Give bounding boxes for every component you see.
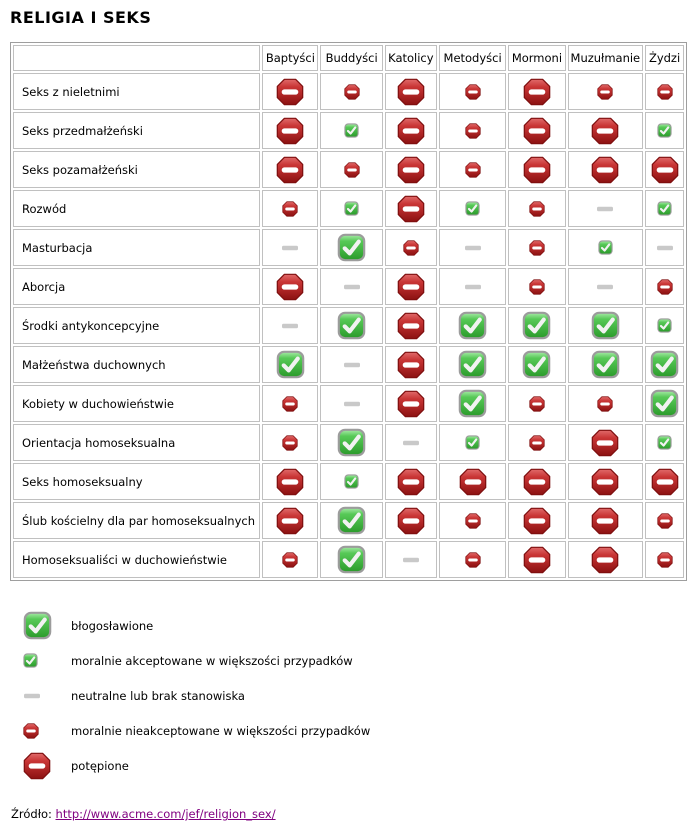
small-red-stop-icon: [657, 279, 673, 295]
table-row: [13, 424, 684, 461]
column-header-buddyści: Buddyści: [320, 45, 382, 71]
stance-cell: [645, 73, 684, 110]
stance-cell: [385, 541, 437, 578]
large-red-stop-icon: [276, 468, 304, 496]
table-row: [13, 268, 684, 305]
legend: [10, 608, 697, 783]
stance-cell: [320, 112, 382, 149]
large-red-stop-icon: [591, 117, 619, 145]
large-red-stop-icon: [651, 468, 679, 496]
large-red-stop-icon: [397, 117, 425, 145]
stance-cell: [568, 346, 644, 383]
legend-item: [23, 678, 697, 713]
small-green-check-icon: [657, 123, 672, 138]
stance-cell: [568, 463, 644, 500]
table-row: [13, 463, 684, 500]
large-green-check-icon: [522, 350, 551, 379]
stance-cell: [508, 151, 565, 188]
stance-cell: [645, 424, 684, 461]
large-red-stop-icon: [397, 507, 425, 535]
large-red-stop-icon: [523, 78, 551, 106]
legend-icon-box: [23, 653, 57, 668]
small-red-stop-icon: [344, 162, 360, 178]
stance-cell: [385, 502, 437, 539]
stance-cell: [439, 502, 506, 539]
large-red-stop-icon: [397, 78, 425, 106]
table-row: [13, 112, 684, 149]
page-title: RELIGIA I SEKS: [10, 8, 152, 27]
stance-cell: [568, 112, 644, 149]
stance-cell: [385, 151, 437, 188]
stance-cell: [568, 190, 644, 227]
stance-cell: [439, 229, 506, 266]
table-body: [13, 73, 684, 578]
large-green-check-icon: [650, 350, 679, 379]
table-row: [13, 346, 684, 383]
large-green-check-icon: [458, 311, 487, 340]
stance-cell: [508, 73, 565, 110]
stance-cell: [439, 385, 506, 422]
small-red-stop-icon: [529, 201, 545, 217]
small-green-check-icon: [344, 123, 359, 138]
small-red-stop-icon: [529, 240, 545, 256]
stance-cell: [320, 541, 382, 578]
small-red-stop-icon: [282, 552, 298, 568]
stance-cell: [320, 502, 382, 539]
stance-cell: [645, 190, 684, 227]
neutral-dash-icon: [596, 284, 614, 290]
neutral-dash-icon: [343, 401, 361, 407]
stance-cell: [262, 463, 318, 500]
small-red-stop-icon: [597, 84, 613, 100]
column-header-metodyści: Metodyści: [439, 45, 506, 71]
stance-cell: [645, 463, 684, 500]
stance-cell: [385, 307, 437, 344]
large-red-stop-icon: [591, 429, 619, 457]
stance-cell: [385, 112, 437, 149]
large-green-check-icon: [591, 311, 620, 340]
stance-cell: [508, 190, 565, 227]
small-red-stop-icon: [465, 123, 481, 139]
stance-cell: [508, 268, 565, 305]
large-green-check-icon: [276, 350, 305, 379]
stance-cell: [645, 346, 684, 383]
small-red-stop-icon: [465, 513, 481, 529]
stance-cell: [320, 151, 382, 188]
stance-cell: [439, 541, 506, 578]
large-red-stop-icon: [591, 546, 619, 574]
row-label: Środki antykoncepcyjne: [13, 307, 260, 344]
small-green-check-icon: [598, 240, 613, 255]
column-header-katolicy: Katolicy: [385, 45, 437, 71]
small-red-stop-icon: [529, 396, 545, 412]
stance-cell: [568, 385, 644, 422]
small-green-check-icon: [465, 435, 480, 450]
stance-cell: [385, 268, 437, 305]
stance-cell: [508, 424, 565, 461]
stance-cell: [320, 268, 382, 305]
stance-cell: [568, 229, 644, 266]
legend-item: [23, 713, 697, 748]
stance-cell: [645, 541, 684, 578]
large-red-stop-icon: [276, 117, 304, 145]
small-red-stop-icon: [597, 396, 613, 412]
small-green-check-icon: [344, 474, 359, 489]
large-red-stop-icon: [397, 390, 425, 418]
small-red-stop-icon: [657, 513, 673, 529]
large-red-stop-icon: [276, 78, 304, 106]
large-green-check-icon: [23, 611, 52, 640]
large-green-check-icon: [458, 350, 487, 379]
large-green-check-icon: [337, 311, 366, 340]
stance-cell: [262, 307, 318, 344]
large-green-check-icon: [522, 311, 551, 340]
stance-cell: [320, 346, 382, 383]
row-label: Aborcja: [13, 268, 260, 305]
table-row: [13, 151, 684, 188]
stance-cell: [320, 229, 382, 266]
stance-cell: [385, 73, 437, 110]
neutral-dash-icon: [464, 284, 482, 290]
stance-cell: [439, 346, 506, 383]
large-red-stop-icon: [459, 468, 487, 496]
stance-cell: [645, 502, 684, 539]
small-red-stop-icon: [282, 396, 298, 412]
stance-cell: [645, 112, 684, 149]
legend-label: moralnie akceptowane w większości przypadków: [71, 653, 353, 668]
table-row: [13, 190, 684, 227]
neutral-dash-icon: [343, 284, 361, 290]
large-red-stop-icon: [397, 195, 425, 223]
large-red-stop-icon: [397, 351, 425, 379]
stance-cell: [320, 190, 382, 227]
neutral-dash-icon: [343, 362, 361, 368]
small-red-stop-icon: [529, 435, 545, 451]
corner-cell: [13, 45, 260, 71]
stance-cell: [439, 112, 506, 149]
stance-cell: [262, 424, 318, 461]
small-red-stop-icon: [529, 279, 545, 295]
stance-cell: [439, 190, 506, 227]
stance-cell: [320, 424, 382, 461]
small-red-stop-icon: [465, 84, 481, 100]
stance-cell: [439, 307, 506, 344]
row-label: Masturbacja: [13, 229, 260, 266]
large-red-stop-icon: [397, 273, 425, 301]
small-red-stop-icon: [23, 723, 39, 739]
large-red-stop-icon: [276, 507, 304, 535]
stance-cell: [262, 502, 318, 539]
stance-cell: [262, 541, 318, 578]
row-label: Małżeństwa duchownych: [13, 346, 260, 383]
large-red-stop-icon: [276, 156, 304, 184]
small-green-check-icon: [465, 201, 480, 216]
neutral-dash-icon: [23, 693, 41, 699]
stance-cell: [385, 190, 437, 227]
column-header-mormoni: Mormoni: [508, 45, 565, 71]
stance-cell: [508, 541, 565, 578]
stance-cell: [439, 424, 506, 461]
large-green-check-icon: [337, 428, 366, 457]
legend-item: [23, 608, 697, 643]
stance-cell: [568, 307, 644, 344]
legend-label: potępione: [71, 758, 129, 773]
stance-cell: [568, 424, 644, 461]
source-line: [10, 807, 697, 821]
small-green-check-icon: [23, 653, 38, 668]
stance-cell: [439, 151, 506, 188]
stance-cell: [508, 229, 565, 266]
large-red-stop-icon: [591, 468, 619, 496]
legend-icon-box: [23, 693, 57, 699]
large-green-check-icon: [337, 545, 366, 574]
stance-cell: [568, 541, 644, 578]
large-red-stop-icon: [523, 507, 551, 535]
neutral-dash-icon: [281, 245, 299, 251]
small-green-check-icon: [657, 318, 672, 333]
row-label: Rozwód: [13, 190, 260, 227]
source-label: Źródło:: [11, 807, 52, 821]
stance-cell: [645, 151, 684, 188]
large-green-check-icon: [458, 389, 487, 418]
large-red-stop-icon: [591, 507, 619, 535]
stance-cell: [320, 73, 382, 110]
religion-sex-table: [10, 42, 687, 581]
legend-item: [23, 643, 697, 678]
small-green-check-icon: [657, 201, 672, 216]
large-red-stop-icon: [591, 156, 619, 184]
stance-cell: [385, 463, 437, 500]
neutral-dash-icon: [464, 245, 482, 251]
large-red-stop-icon: [397, 156, 425, 184]
stance-cell: [320, 463, 382, 500]
neutral-dash-icon: [596, 206, 614, 212]
stance-cell: [568, 73, 644, 110]
small-red-stop-icon: [657, 552, 673, 568]
stance-cell: [262, 385, 318, 422]
row-label: Ślub kościelny dla par homoseksualnych: [13, 502, 260, 539]
stance-cell: [508, 463, 565, 500]
large-red-stop-icon: [397, 468, 425, 496]
large-red-stop-icon: [276, 273, 304, 301]
stance-cell: [320, 307, 382, 344]
stance-cell: [385, 346, 437, 383]
table-row: [13, 307, 684, 344]
stance-cell: [262, 151, 318, 188]
table-row: [13, 385, 684, 422]
row-label: Seks homoseksualny: [13, 463, 260, 500]
legend-label: neutralne lub brak stanowiska: [71, 688, 245, 703]
stance-cell: [262, 346, 318, 383]
header-row: [13, 45, 684, 71]
neutral-dash-icon: [402, 557, 420, 563]
large-green-check-icon: [337, 233, 366, 262]
column-header-żydzi: Żydzi: [645, 45, 684, 71]
table-row: [13, 541, 684, 578]
stance-cell: [262, 112, 318, 149]
stance-cell: [568, 502, 644, 539]
large-red-stop-icon: [523, 546, 551, 574]
small-red-stop-icon: [465, 552, 481, 568]
small-red-stop-icon: [282, 435, 298, 451]
table-row: [13, 73, 684, 110]
large-red-stop-icon: [523, 468, 551, 496]
small-red-stop-icon: [403, 240, 419, 256]
stance-cell: [508, 307, 565, 344]
stance-cell: [508, 346, 565, 383]
large-red-stop-icon: [23, 752, 51, 780]
stance-cell: [508, 112, 565, 149]
column-header-baptyści: Baptyści: [262, 45, 318, 71]
stance-cell: [645, 268, 684, 305]
small-red-stop-icon: [282, 201, 298, 217]
table-row: [13, 229, 684, 266]
row-label: Seks przedmałżeński: [13, 112, 260, 149]
legend-label: moralnie nieakceptowane w większości przypadków: [71, 723, 371, 738]
source-link[interactable]: http://www.acme.com/jef/religion_sex/: [55, 807, 276, 821]
row-label: Seks z nieletnimi: [13, 73, 260, 110]
large-green-check-icon: [337, 506, 366, 535]
stance-cell: [439, 463, 506, 500]
stance-cell: [439, 73, 506, 110]
stance-cell: [508, 502, 565, 539]
neutral-dash-icon: [402, 440, 420, 446]
stance-cell: [385, 385, 437, 422]
stance-cell: [320, 385, 382, 422]
stance-cell: [262, 73, 318, 110]
stance-cell: [262, 229, 318, 266]
large-red-stop-icon: [397, 312, 425, 340]
stance-cell: [385, 229, 437, 266]
legend-label: błogosławione: [71, 618, 154, 633]
large-green-check-icon: [591, 350, 620, 379]
stance-cell: [385, 424, 437, 461]
stance-cell: [645, 229, 684, 266]
stance-cell: [645, 307, 684, 344]
stance-cell: [568, 151, 644, 188]
large-red-stop-icon: [523, 156, 551, 184]
column-header-muzułmanie: Muzułmanie: [568, 45, 644, 71]
stance-cell: [262, 268, 318, 305]
table-row: [13, 502, 684, 539]
small-green-check-icon: [344, 201, 359, 216]
legend-icon-box: [23, 611, 57, 640]
small-red-stop-icon: [657, 84, 673, 100]
legend-icon-box: [23, 752, 57, 780]
small-green-check-icon: [657, 435, 672, 450]
large-red-stop-icon: [651, 156, 679, 184]
stance-cell: [262, 190, 318, 227]
large-red-stop-icon: [523, 117, 551, 145]
stance-cell: [568, 268, 644, 305]
row-label: Orientacja homoseksualna: [13, 424, 260, 461]
stance-cell: [439, 268, 506, 305]
legend-icon-box: [23, 723, 57, 739]
neutral-dash-icon: [656, 245, 674, 251]
legend-item: [23, 748, 697, 783]
large-green-check-icon: [650, 389, 679, 418]
row-label: Homoseksualiści w duchowieństwie: [13, 541, 260, 578]
small-red-stop-icon: [344, 84, 360, 100]
neutral-dash-icon: [281, 323, 299, 329]
small-red-stop-icon: [465, 162, 481, 178]
stance-cell: [645, 385, 684, 422]
row-label: Seks pozamałżeński: [13, 151, 260, 188]
row-label: Kobiety w duchowieństwie: [13, 385, 260, 422]
stance-cell: [508, 385, 565, 422]
